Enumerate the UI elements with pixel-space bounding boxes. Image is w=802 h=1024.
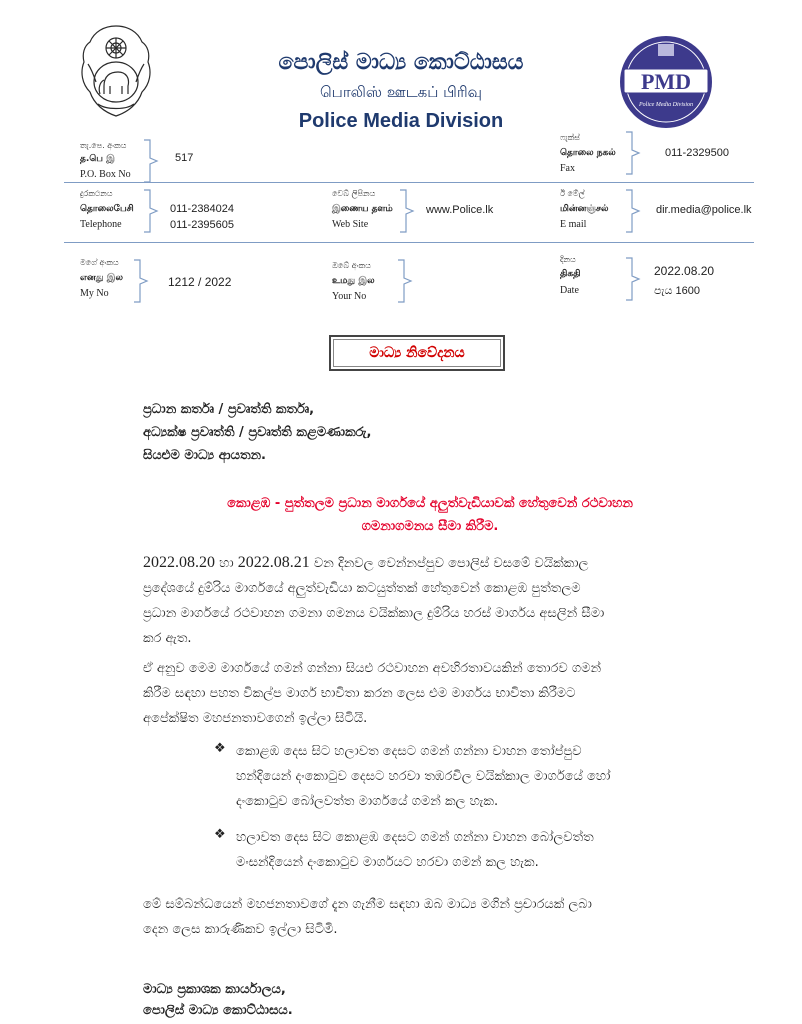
brace-icon [142, 138, 160, 184]
brace-icon [142, 188, 160, 234]
bullet-1-line-2: හන්දියෙන් දංකොටුව දෙසට හරවා තඹරවිල වයික්කාල මාර්ගයේ හෝ [236, 769, 611, 784]
para-line-3: ප්‍රධාන මාර්ගයේ රථවාහන ගමනා ගමනය වයික්කාල දුම්රිය හරස් මාර්ගය අසලින් සීමා [143, 606, 605, 621]
para-line-2: ප්‍රදේශයේ දුම්රිය මාර්ගයේ අලුත්වැඩියා කටයුත්තක් හේතුවෙන් කොළඹ පුත්තලම [143, 581, 581, 596]
po-box-label-en: P.O. Box No [80, 169, 131, 180]
website-label-en: Web Site [332, 219, 369, 230]
fax-label-ta: தொலை நகல் [560, 148, 616, 158]
bullet-1 [236, 739, 742, 814]
notice-title: මාධ්‍ය නිවේදනය [369, 345, 465, 361]
bullet-1-line-3: දංකොටුව බෝලවත්ත මාර්ගයේ ගමන් කල හැක. [236, 794, 499, 809]
telephone-value-2: 011-2395605 [170, 219, 235, 231]
website-value[interactable]: www.Police.lk [426, 204, 494, 216]
fax-value: 011-2329500 [665, 147, 730, 159]
bullet-2-line-1: හලාවත දෙස සිට කොළඹ දෙසට ගමන් ගන්නා වාහන බෝලවත්ත [236, 830, 594, 845]
signature-line-1: මාධ්‍ය ප්‍රකාශක කාර්යාලය, [143, 982, 286, 997]
divider [64, 242, 754, 243]
date-value: 2022.08.20 [654, 264, 715, 278]
para-date-2: 2022.08.21 [237, 554, 310, 571]
signature-line-2: පොලිස් මාධ්‍ය කොට්ඨාසය. [143, 1003, 293, 1018]
paragraph-2 [143, 656, 743, 731]
divider [64, 182, 754, 183]
time-value: පැය 1600 [654, 285, 700, 297]
po-box-value: 517 [175, 152, 194, 164]
date-label-ta: திகதி [560, 269, 581, 279]
pmd-logo-subtext: Police Media Division [639, 102, 693, 108]
fax-label-en: Fax [560, 163, 575, 174]
website-label-si: වෙබ් ලිපිනය [332, 189, 376, 198]
subject-line-1: කොළඹ - පුත්තලම ප්‍රධාන මාර්ගයේ අලුත්වැඩියාවක් හේතුවෙන් රථවාහන [227, 496, 633, 511]
telephone-value-1: 011-2384024 [170, 203, 235, 215]
closing-line-1: මේ සම්බන්ධයෙන් මහජනතාවගේ දැන ගැනීම සඳහා ඔබ මාධ්‍ය මගින් ප්‍රචාරයක් ලබා [143, 897, 592, 912]
bullet-diamond-icon: ❖ [214, 827, 226, 842]
website-label-ta: இணைய தளம் [332, 204, 393, 214]
para-line-4: කර ඇත. [143, 631, 192, 646]
brace-icon [398, 188, 416, 234]
subject [150, 492, 710, 538]
date-label-en: Date [560, 285, 579, 296]
email-label-ta: மின்னஞ்சல் [560, 204, 609, 214]
email-value[interactable]: dir.media@police.lk [656, 204, 752, 216]
title-sinhala: පොලිස් මාධ්‍ය කොට්ඨාසය [278, 50, 524, 75]
para-mid: හා [215, 556, 238, 571]
para-line-1-rest: වන දිනවල වෙන්නප්පුව පොලිස් වසමේ වයික්කාල [309, 556, 589, 571]
para2-line-1: ඒ අනුව මෙම මාර්ගයේ ගමන් ගන්නා සියළු රථවාහන අවහිරතාවයකින් තොරව ගමන් [143, 661, 602, 676]
my-no-label-ta: எனது இல [80, 273, 123, 283]
closing-line-2: දෙන ලෙස කාරුණිකව ඉල්ලා සිටිමි. [143, 922, 338, 937]
notice-title-box [329, 335, 505, 371]
email-label-si: ඊ මේල් [560, 189, 585, 198]
date-label-si: දිනය [560, 255, 576, 264]
brace-icon [624, 130, 642, 176]
title-english: Police Media Division [298, 110, 504, 132]
title-tamil: பொலிஸ் ஊடகப் பிரிவு [319, 83, 482, 101]
po-box-label-si: තැ.පෙ. අංකය [80, 141, 127, 150]
subject-line-2: ගමනාගමනය සීමා කිරීම. [361, 519, 499, 534]
your-no-label-ta: உமது இல [332, 276, 375, 286]
brace-icon [624, 188, 642, 234]
bullet-2-line-2: මංසන්දියෙන් දංකොටුව මාර්ගයට හරවා ගමන් කල හැක. [236, 855, 539, 870]
fax-label-si: ෆැක්ස් [560, 133, 580, 142]
my-no-label-en: My No [80, 288, 109, 299]
bullet-2 [236, 825, 742, 875]
bullet-diamond-icon: ❖ [214, 741, 226, 756]
my-no-label-si: මගේ අංකය [80, 258, 119, 267]
addressee-1: ප්‍රධාන කර්තෘ / ප්‍රවෘත්ති කර්තෘ, [143, 402, 315, 417]
your-no-label-si: ඔබේ අංකය [332, 261, 371, 270]
brace-icon [132, 258, 150, 304]
paragraph-1 [143, 550, 743, 651]
telephone-label-si: දුරකථනය [80, 189, 113, 198]
para-date-1: 2022.08.20 [143, 554, 215, 571]
your-no-label-en: Your No [332, 291, 367, 302]
my-no-value: 1212 / 2022 [168, 275, 232, 289]
para2-line-2: කිරීම සඳහා පහත විකල්ප මාර්ග භාවිතා කරන ලෙස එම මාර්ගය භාවිතා කිරීමට [143, 686, 576, 701]
email-label-en: E mail [560, 219, 587, 230]
bullet-1-line-1: කොළඹ දෙස සිට හලාවත දෙසට ගමන් ගන්නා වාහන තෝප්පුව [236, 744, 582, 759]
addressee-2: අධ්‍යක්ෂ ප්‍රවෘත්ති / ප්‍රවෘත්ති කළමණාකරු, [143, 425, 372, 440]
po-box-label-ta: த.பெ இ [80, 154, 115, 164]
telephone-label-en: Telephone [80, 219, 122, 230]
para2-line-3: අපේක්ෂිත මහජනතාවගෙන් ඉල්ලා සිටියි. [143, 711, 368, 726]
pmd-logo-text: PMD [640, 69, 692, 94]
brace-icon [396, 258, 414, 304]
brace-icon [624, 256, 642, 302]
telephone-label-ta: தொலைபேசி [80, 204, 134, 214]
closing-paragraph [143, 892, 743, 942]
addressee-3: සියළුම මාධ්‍ය ආයතන. [143, 448, 266, 463]
